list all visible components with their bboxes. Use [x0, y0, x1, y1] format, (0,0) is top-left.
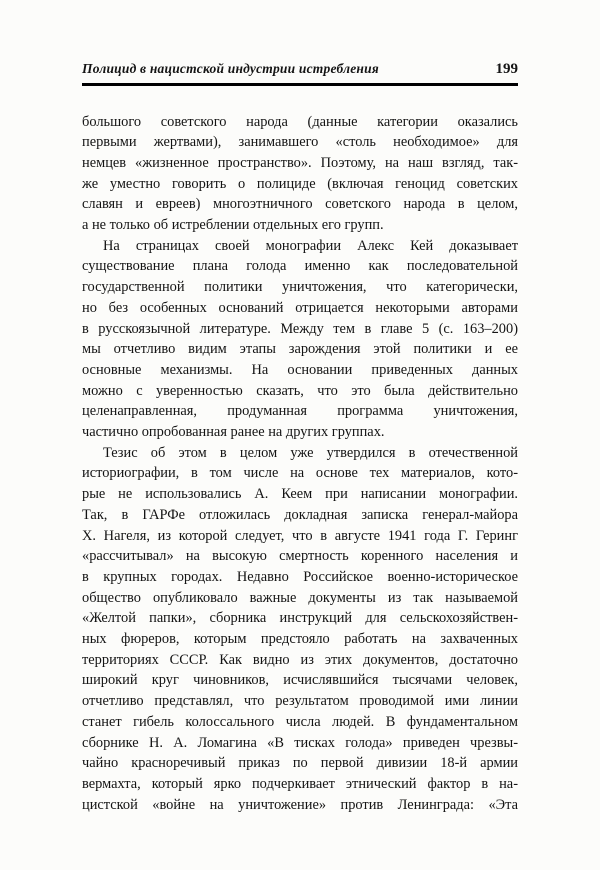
text-line: большого советского народа (данные категории оказались	[82, 113, 518, 130]
text-line: «рассчитывал» на высокую смертность коренного населения и	[82, 548, 518, 565]
text-line: вермахта, который ярко подчеркивает этнический фактор в на-	[82, 776, 518, 792]
text-line: государственной политики уничтожения, что категорически,	[82, 279, 518, 296]
text-line: отчетливо представлял, что результатом проводимой ими линии	[82, 693, 518, 710]
text-line: существование плана голода именно как последовательной	[82, 258, 518, 275]
text-line: На страницах своей монографии Алекс Кей доказывает	[103, 237, 518, 254]
text-line: в крупных городах. Недавно Российское военно-историческое	[82, 568, 518, 585]
text-line: сборнике Н. А. Ломагина «В тисках голода» приведен чрезвы-	[82, 734, 518, 751]
text-line: первыми жертвами), занимавшего «столь необходимое» для	[82, 134, 518, 151]
text-line: станет гибель колоссального числа людей. В фундаментальном	[82, 713, 518, 730]
text-line: немцев «жизненное пространство». Поэтому, на наш взгляд, так-	[82, 154, 518, 171]
paragraph	[82, 236, 518, 443]
text-line: целенаправленная, продуманная программа уничтожения,	[82, 403, 518, 420]
text-line: ных фюреров, которым предстояло работать на захваченных	[82, 631, 518, 648]
text-line: в русскоязычной литературе. Между тем в главе 5 (с. 163–200)	[82, 320, 518, 337]
text-line: основные механизмы. На основании приведенных данных	[82, 361, 518, 378]
text-line: цистской «войне на уничтожение» против Ленинграда: «Эта	[82, 796, 518, 813]
running-header-title: Полицид в нацистской индустрии истребления	[82, 61, 379, 76]
text-line: общество опубликовало важные документы из так называемой	[82, 589, 518, 606]
text-line: Тезис об этом в целом уже утвердился в отечественной	[103, 444, 518, 461]
text-line: мы отчетливо видим этапы зарождения этой политики и ее	[82, 341, 518, 358]
text-line: Х. Нагеля, из которой следует, что в августе 1941 года Г. Геринг	[82, 527, 518, 544]
text-line: славян и евреев) многоэтничного советского народа в целом,	[82, 196, 518, 213]
header-rule	[82, 83, 518, 86]
text-line: можно с уверенностью сказать, что это была действительно	[82, 382, 518, 399]
body-text	[82, 112, 518, 816]
text-line: широкий круг чиновников, исчислявшийся тысячами человек,	[82, 672, 518, 689]
text-line: же уместно говорить о полициде (включая геноцид советских	[82, 175, 518, 192]
paragraph	[82, 112, 518, 236]
text-line: частично опробованная ранее на других группах.	[82, 424, 385, 441]
text-line: но без особенных оснований отрицается некоторыми авторами	[82, 299, 518, 316]
text-line: Так, в ГАРФе отложилась докладная записка генерал-майора	[82, 506, 518, 523]
text-line: рые не использовались А. Кеем при написании монографии.	[82, 486, 518, 503]
text-line: историографии, в том числе на основе тех материалов, кото-	[82, 465, 518, 482]
running-header	[82, 60, 518, 78]
text-line: территориях СССР. Как видно из этих документов, достаточно	[82, 651, 518, 668]
page-number: 199	[495, 61, 518, 77]
text-line: а не только об истреблении отдельных его групп.	[82, 217, 384, 234]
text-line: чайно красноречивый приказ по первой дивизии 18-й армии	[82, 755, 518, 772]
paragraph	[82, 443, 518, 816]
text-line: «Желтой папки», сборника инструкций для сельскохозяйствен-	[82, 610, 518, 627]
